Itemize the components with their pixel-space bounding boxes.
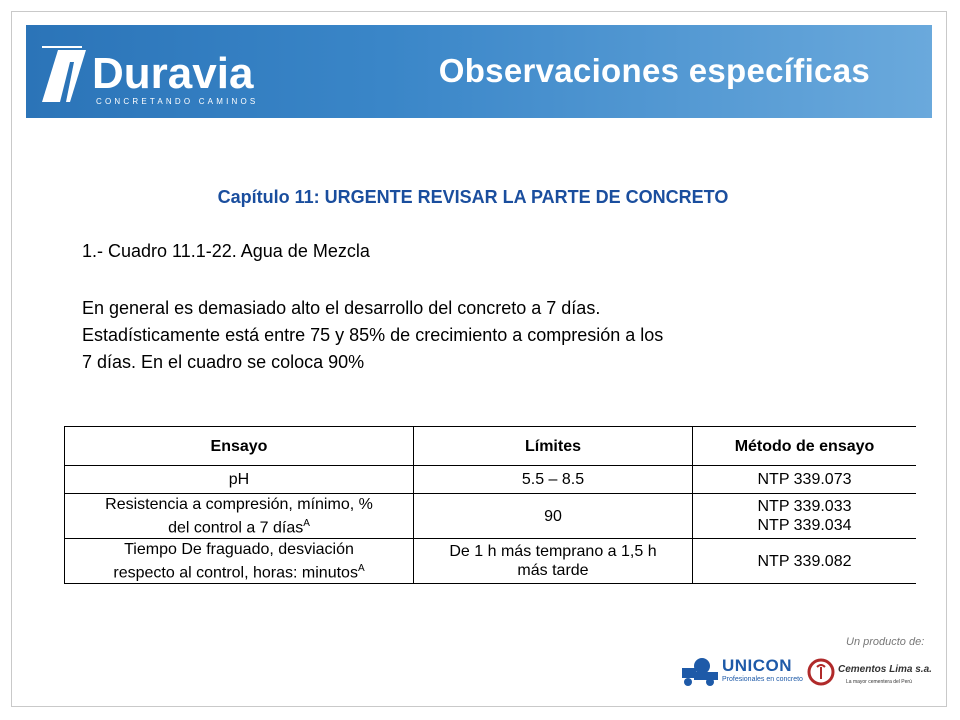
header-metodo: Método de ensayo — [693, 427, 917, 466]
unicon-name: UNICON — [722, 656, 793, 675]
cementos-name: Cementos Lima s.a. — [838, 664, 932, 675]
item-heading: 1.- Cuadro 11.1-22. Agua de Mezcla — [82, 241, 370, 261]
cell-limits: 5.5 – 8.5 — [414, 466, 693, 494]
unicon-truck-icon — [680, 654, 720, 693]
cell-method: NTP 339.082 — [693, 539, 917, 584]
observation-paragraph — [82, 295, 882, 376]
cell-test: pH — [65, 466, 414, 494]
header-limites: Límites — [414, 427, 693, 466]
duravia-logo — [40, 42, 290, 106]
duravia-road-icon — [40, 42, 290, 106]
cementos-tagline: La mayor cementera del Perú — [846, 679, 912, 685]
paragraph-line: 7 días. En el cuadro se coloca 90% — [82, 352, 365, 372]
table-row — [65, 539, 917, 584]
cell-limits: De 1 h más temprano a 1,5 h más tarde — [414, 539, 693, 584]
page-title: Observaciones específicas — [438, 52, 870, 89]
chapter-heading: Capítulo 11: URGENTE REVISAR LA PARTE DE CONCRETO — [217, 187, 729, 207]
table-row — [65, 494, 917, 539]
cementos-lima-icon — [806, 657, 836, 692]
cell-method: NTP 339.033 NTP 339.034 — [693, 494, 917, 539]
paragraph-line: En general es demasiado alto el desarrollo del concreto a 7 días. — [82, 298, 601, 318]
table-header-row — [65, 427, 917, 466]
logo-tagline-text: CONCRETANDO CAMINOS — [96, 97, 259, 106]
table-row — [65, 466, 917, 494]
paragraph-line: Estadísticamente está entre 75 y 85% de crecimiento a compresión a los — [82, 325, 664, 345]
spec-table — [64, 426, 916, 584]
header-ensayo: Ensayo — [65, 427, 414, 466]
sponsor-label: Un producto de: — [846, 636, 925, 648]
logo-brand-text: Duravia — [92, 49, 254, 98]
unicon-tagline: Profesionales en concreto — [722, 676, 803, 683]
cell-test: Tiempo De fraguado, desviación respecto al control, horas: minutos$^A$ — [65, 539, 414, 584]
cell-test: Resistencia a compresión, mínimo, % del control a 7 días$^A$ — [65, 494, 414, 539]
cell-method: NTP 339.073 — [693, 466, 917, 494]
cell-limits: 90 — [414, 494, 693, 539]
